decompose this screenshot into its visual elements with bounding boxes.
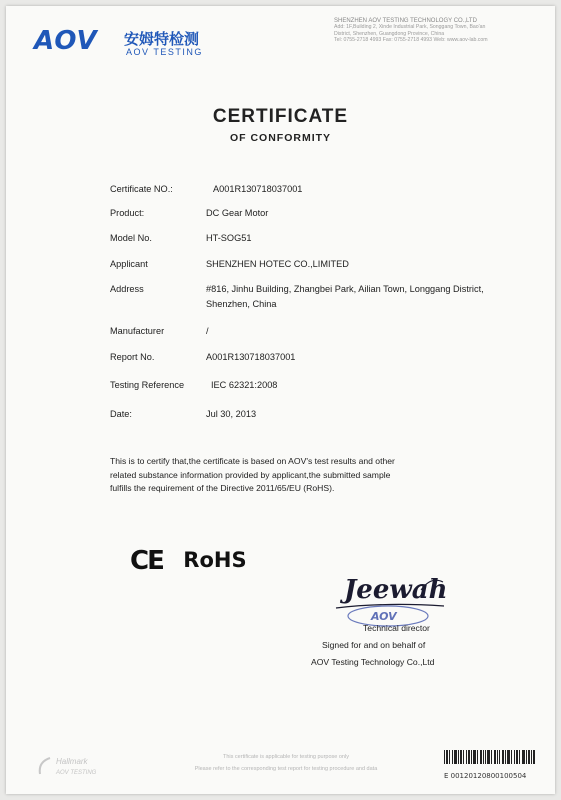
svg-text:Hallmark: Hallmark — [56, 757, 88, 766]
model-no-label: Model No. — [110, 233, 152, 243]
company-name: SHENZHEN AOV TESTING TECHNOLOGY CO.,LTD — [334, 18, 477, 24]
date-label: Date: — [110, 409, 132, 419]
logo-english-name: AOV TESTING — [126, 47, 203, 57]
testing-reference-value: IEC 62321:2008 — [211, 380, 278, 390]
manufacturer-value: / — [206, 326, 209, 336]
manufacturer-label: Manufacturer — [110, 326, 165, 336]
certificate-subtitle: OF CONFORMITY — [229, 132, 332, 144]
certificate-title: CERTIFICATE — [212, 106, 349, 127]
certificate-no-label: Certificate NO.: — [110, 184, 173, 194]
report-no-value: A001R130718037001 — [206, 352, 296, 362]
testing-reference-label: Testing Reference — [110, 380, 185, 390]
address-label: Address — [110, 284, 144, 294]
signing-company: AOV Testing Technology Co.,Ltd — [311, 657, 435, 667]
model-no-value: HT-SOG51 — [206, 233, 252, 243]
certificate-page — [6, 6, 555, 794]
logo-chinese-name: 安姆特检测 — [124, 31, 200, 48]
statement-line-2: related substance information provided by applicant,the submitted sample — [110, 469, 391, 480]
statement-line-1: This is to certify that,the certificate is based on AOV's test results and other — [110, 456, 395, 466]
product-value: DC Gear Motor — [206, 208, 269, 218]
statement-line-3: fulfills the requirement of the Directive 2011/65/EU (RoHS). — [110, 483, 335, 493]
signer-role: Technical director — [363, 623, 430, 633]
address-value-line-1: #816, Jinhu Building, Zhangbei Park, Ailian Town, Longgang District, — [206, 284, 484, 294]
svg-text:AOV: AOV — [371, 610, 397, 623]
address-value-line-2: Shenzhen, China — [206, 299, 277, 309]
company-address-line-1: Add: 1F,Building 2, Xinde Industrial Park, Songgang Town, Bao'an — [334, 24, 486, 31]
applicant-value: SHENZHEN HOTEC CO.,LIMITED — [206, 259, 349, 269]
ce-mark-icon: CE — [130, 546, 163, 576]
signed-on-behalf-line: Signed for and on behalf of — [322, 640, 426, 650]
certificate-no-value: A001R130718037001 — [213, 184, 303, 194]
barcode-icon — [444, 750, 536, 770]
company-contact-line: Tel: 0755-2718 4993 Fax: 0755-2718 4993 Web: www.aov-lab.com — [334, 37, 488, 44]
company-info — [334, 18, 534, 44]
applicant-label: Applicant — [110, 259, 148, 269]
compliance-marks — [130, 546, 247, 576]
svg-text:AOV TESTING: AOV TESTING — [56, 770, 97, 776]
hallmark-logo-icon — [36, 754, 126, 778]
footer-note-2: Please refer to the corresponding test report for testing procedure and data — [194, 766, 378, 772]
date-value: Jul 30, 2013 — [206, 409, 257, 419]
rohs-mark-icon: RoHS — [183, 548, 247, 572]
logo-mark: AOV — [34, 26, 98, 56]
serial-number: E 00120120800100504 — [444, 772, 527, 780]
product-label: Product: — [110, 208, 145, 218]
footer-note-1: This certificate is applicable for testing purpose only — [223, 754, 349, 760]
certification-statement — [110, 455, 470, 496]
company-address-line-2: District, Shenzhen, Guangdong Province, China — [334, 30, 445, 37]
report-no-label: Report No. — [110, 352, 155, 362]
svg-text:Jeewah: Jeewah — [344, 575, 448, 605]
